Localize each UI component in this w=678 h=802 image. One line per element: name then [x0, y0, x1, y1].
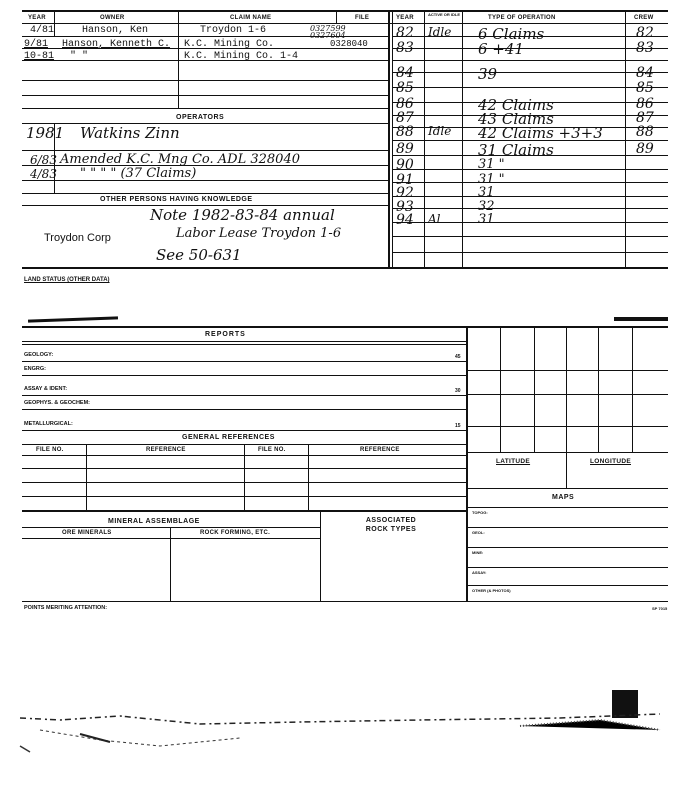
col-line [308, 444, 309, 510]
claim-row-3-claim: K.C. Mining Co. 1-4 [184, 51, 299, 62]
grid-row-line [468, 394, 668, 395]
header-year: YEAR [28, 15, 46, 21]
activity-row-crew: 86 [636, 96, 654, 112]
activity-row-year: 83 [396, 40, 414, 56]
associated-rock-types: ASSOCIATED ROCK TYPES [365, 517, 417, 533]
scan-noise-graphic [0, 690, 678, 802]
activity-row-line [392, 72, 668, 73]
grid-col-line [598, 328, 599, 452]
activity-row-type: 42 Claims +3+3 [478, 124, 603, 142]
activity-row-type: 6 +41 [478, 40, 524, 58]
map-row-line [468, 547, 668, 548]
operator-row-2-text: Amended K.C. Mng Co. ADL 328040 [60, 152, 300, 167]
map-row-line [468, 507, 668, 508]
activity-row-line [392, 236, 668, 237]
report-row-line [22, 409, 466, 410]
ref-header-file-1: FILE NO. [36, 447, 64, 453]
other-persons-note-3: See 50-631 [156, 246, 242, 264]
activity-row-line [392, 169, 668, 170]
map-row-line [468, 585, 668, 586]
report-item-number: 15 [455, 423, 461, 429]
top-border [22, 10, 668, 12]
other-persons-title: OTHER PERSONS HAVING KNOWLEDGE [100, 196, 253, 203]
row-line [22, 95, 388, 96]
report-item-number: 30 [455, 388, 461, 394]
activity-row-line [392, 87, 668, 88]
claim-row-2-file: 0328040 [330, 39, 368, 49]
activity-row-type: 6 Claims [478, 25, 545, 43]
activity-row-year: 89 [396, 141, 414, 157]
activity-row-type: 43 Claims [478, 110, 554, 128]
header-crew: CREW [634, 15, 654, 21]
operator-row-1-text: Watkins Zinn [80, 124, 180, 142]
row-line [468, 452, 668, 453]
row-line [22, 341, 466, 342]
activity-row-year: 85 [396, 80, 414, 96]
activity-row-line [392, 48, 668, 49]
activity-row-line [392, 196, 668, 197]
reports-right-divider [466, 326, 468, 601]
reports-title: REPORTS [205, 331, 246, 338]
report-row-line [22, 375, 466, 376]
activity-row-year: 87 [396, 110, 414, 126]
report-row-line [22, 395, 466, 396]
general-references-title: GENERAL REFERENCES [182, 434, 275, 441]
ref-header-file-2: FILE NO. [258, 447, 286, 453]
operator-row-2-year: 6/83 [30, 153, 57, 167]
report-row-line [22, 361, 466, 362]
col-line [86, 444, 87, 510]
activity-row-year: 92 [396, 185, 414, 201]
activity-row-year: 82 [396, 25, 414, 41]
activity-row-type: 31 Claims [478, 141, 554, 159]
activity-row-year: 86 [396, 96, 414, 112]
claim-row-1-file: 0327599 0327604 [310, 24, 346, 40]
activity-row-year: 93 [396, 199, 414, 215]
other-persons-company: Troydon Corp [44, 232, 111, 244]
claim-row-2-owner: Hanson, Kenneth C. [62, 39, 171, 50]
claim-row-1-owner: Hanson, Ken [82, 25, 149, 36]
row-line [22, 150, 388, 151]
activity-row-crew: 83 [636, 40, 654, 56]
activity-row-crew: 82 [636, 25, 654, 41]
operator-row-3-year: 4/83 [30, 167, 57, 181]
activity-row-type: 31 [478, 185, 495, 200]
report-row-line [22, 430, 466, 431]
col-line [244, 444, 245, 510]
activity-row-line [392, 60, 668, 61]
map-row-line [468, 567, 668, 568]
activity-row-type: 42 Claims [478, 96, 554, 114]
row-line [22, 527, 320, 528]
report-item-number: 45 [455, 354, 461, 360]
row-line [22, 538, 320, 539]
grid-row-line [468, 426, 668, 427]
map-item-label: ASSAY: [472, 570, 487, 575]
header-type-operation: TYPE OF OPERATION [488, 15, 556, 21]
maps-title: MAPS [552, 494, 575, 501]
report-item-label: ASSAY & IDENT: [24, 386, 68, 392]
map-item-label: MINE: [472, 550, 484, 555]
ref-header-ref-2: REFERENCE [360, 447, 400, 453]
claim-row-1-year: 4/81 [30, 25, 55, 36]
activity-row-crew: 88 [636, 124, 654, 140]
top-table-bottom [22, 267, 668, 269]
mineral-title: MINERAL ASSEMBLAGE [108, 518, 200, 525]
operators-title: OPERATORS [176, 114, 225, 121]
rock-forming-header: ROCK FORMING, ETC. [200, 530, 271, 536]
activity-row-crew: 89 [636, 141, 654, 157]
smudge-mark [614, 317, 668, 321]
map-row-line [468, 527, 668, 528]
row-line [22, 496, 466, 497]
operator-row-3-text: " " " " (37 Claims) [80, 166, 197, 181]
ore-minerals-header: ORE MINERALS [62, 530, 112, 536]
ref-header-ref-1: REFERENCE [146, 447, 186, 453]
claim-row-3-year: 10-81 [24, 51, 55, 62]
header-owner: OWNER [100, 15, 125, 21]
latitude-label: LATITUDE [496, 458, 531, 465]
row-line [22, 482, 466, 483]
activity-row-year: 84 [396, 65, 414, 81]
row-line [468, 488, 668, 489]
row-line [22, 80, 388, 81]
reports-top-border [22, 326, 668, 328]
map-item-label: TOPOG: [472, 510, 488, 515]
activity-row-active: Idle [428, 124, 452, 138]
activity-row-type: 39 [478, 65, 498, 83]
col-line [54, 10, 55, 36]
report-item-label: GEOLOGY: [24, 352, 54, 358]
land-status-label: LAND STATUS (OTHER DATA) [24, 277, 110, 283]
form-number: SP 7015 [652, 606, 668, 611]
other-persons-note-2: Labor Lease Troydon 1-6 [176, 226, 342, 241]
activity-row-active: Al [428, 212, 441, 226]
row-line [22, 510, 466, 512]
col-line [336, 10, 337, 24]
grid-row-line [468, 370, 668, 371]
row-line [22, 468, 466, 469]
activity-row-line [392, 208, 668, 209]
grid-col-line [566, 328, 567, 488]
header-act-year: YEAR [396, 15, 414, 21]
reports-bottom-border [22, 601, 668, 602]
header-active: ACTIVE OR IDLE [427, 12, 460, 17]
activity-row-active: Idle [428, 25, 452, 39]
activity-row-year: 88 [396, 124, 414, 140]
activity-row-year: 91 [396, 172, 414, 188]
grid-col-line [500, 328, 501, 452]
activity-row-type: 32 [478, 199, 495, 214]
row-line [22, 344, 466, 345]
row-line [22, 180, 388, 181]
header-file: FILE [355, 15, 370, 21]
row-line [22, 108, 388, 109]
header-claim-name: CLAIM NAME [230, 15, 272, 21]
map-item-label: GEOL: [472, 530, 485, 535]
activity-row-type: 31 " [478, 172, 505, 187]
claim-row-2-claim: K.C. Mining Co. [184, 39, 275, 50]
longitude-label: LONGITUDE [590, 458, 631, 465]
other-persons-note-1: Note 1982-83-84 annual [150, 206, 335, 224]
activity-row-line [392, 252, 668, 253]
operator-row-1-year: 1981 [26, 124, 65, 142]
row-line [22, 193, 388, 194]
map-item-label: OTHER (& PHOTOS) [472, 588, 511, 593]
col-line [388, 10, 390, 268]
claim-row-3-owner: " " [70, 51, 89, 62]
row-line [22, 123, 388, 124]
smudge-mark [28, 316, 118, 322]
points-meriting-attention: POINTS MERITING ATTENTION: [24, 605, 108, 611]
grid-col-line [632, 328, 633, 452]
activity-row-year: 90 [396, 157, 414, 173]
activity-row-type: 31 [478, 212, 495, 227]
claim-row-2-year: 9/81 [24, 39, 49, 50]
activity-row-crew: 84 [636, 65, 654, 81]
activity-row-year: 94 [396, 212, 414, 228]
activity-row-line [392, 182, 668, 183]
activity-row-crew: 87 [636, 110, 654, 126]
claim-row-1-claim: Troydon 1-6 [200, 25, 267, 36]
col-line [320, 510, 321, 601]
grid-col-line [534, 328, 535, 452]
report-item-label: METALLURGICAL: [24, 421, 73, 427]
report-item-label: ENGRG: [24, 366, 46, 372]
activity-row-type: 31 " [478, 157, 505, 172]
activity-row-crew: 85 [636, 80, 654, 96]
report-item-label: GEOPHYS. & GEOCHEM: [24, 400, 91, 406]
col-line [178, 10, 179, 108]
